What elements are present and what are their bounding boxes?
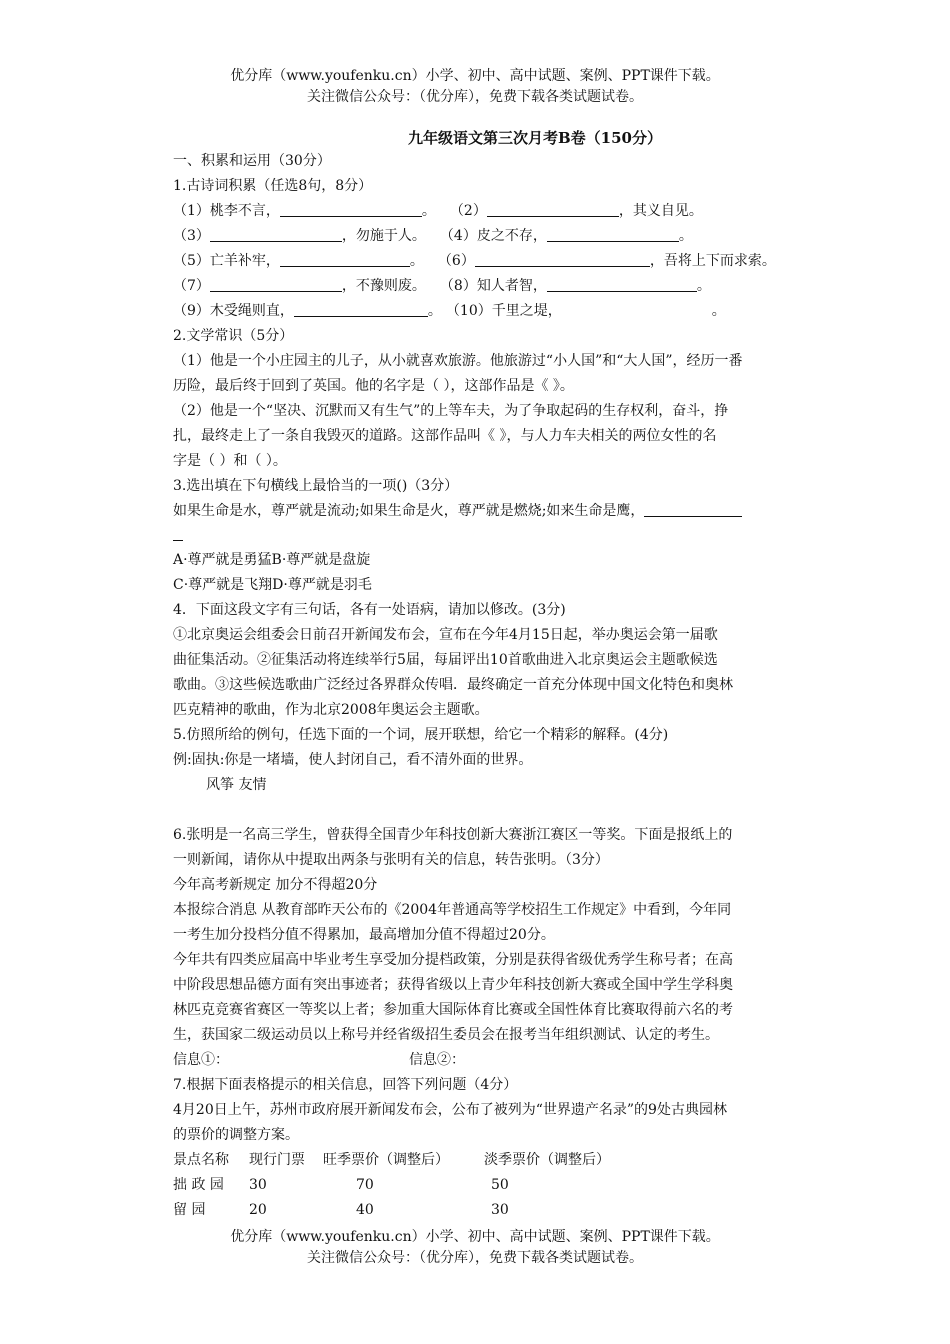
- q1-p6-end: ，吾将上下而求索。: [649, 253, 776, 269]
- q1-p4-end: 。: [678, 228, 693, 244]
- table-cell: 留 园: [173, 1202, 206, 1218]
- footer-line-1: 优分库（www.youfenku.cn）小学、初中、高中试题、案例、PPT课件下载。: [230, 1229, 720, 1245]
- answer-blank[interactable]: [487, 202, 619, 217]
- q1-p10-end: 。: [711, 303, 726, 319]
- q2-line: 字是（ ）和（ ）。: [173, 453, 287, 469]
- news-line: 林匹克竞赛省赛区一等奖以上者；参加重大国际体育比赛或全国性体育比赛取得前六名的考: [173, 1002, 733, 1018]
- q1-p7-end: ，不豫则废。: [341, 278, 426, 294]
- q4-line: 曲征集活动。②征集活动将连续举行5届，每届评出10首歌曲进入北京奥运会主题歌候选: [173, 652, 718, 668]
- q1-p6: （6）: [437, 253, 475, 269]
- answer-blank[interactable]: [280, 202, 422, 217]
- q1-row-3: [173, 251, 776, 271]
- news-title: 今年高考新规定 加分不得超20分: [173, 877, 378, 893]
- news-line: 一考生加分投档分值不得累加，最高增加分值不得超过20分。: [173, 927, 555, 943]
- table-header-cell: 淡季票价（调整后）: [484, 1152, 610, 1168]
- news-line: 生，获国家二级运动员以上称号并经省级招生委员会在报考当年组织测试、认定的考生。: [173, 1027, 719, 1043]
- q1-p9: （9）木受绳则直，: [173, 303, 294, 319]
- table-cell: 30: [249, 1177, 267, 1193]
- q1-p8-end: 。: [696, 278, 711, 294]
- q1-p2-end: ，其义自见。: [618, 203, 703, 219]
- header-line-1: 优分库（www.youfenku.cn）小学、初中、高中试题、案例、PPT课件下载。: [230, 68, 720, 84]
- table-cell: 70: [356, 1177, 374, 1193]
- q1-row-2: [173, 226, 693, 246]
- blank-continuation: [173, 540, 183, 541]
- q1-row-1: [173, 201, 703, 221]
- page-title: 九年级语文第三次月考B卷（150分）: [408, 129, 662, 147]
- news-line: 本报综合消息 从教育部昨天公布的《2004年普通高等学校招生工作规定》中看到，今年同: [173, 902, 732, 918]
- q1-p3: （3）: [173, 228, 210, 244]
- q1-p8: （8）知人者智，: [439, 278, 547, 294]
- q7-line: 的票价的调整方案。: [173, 1127, 299, 1143]
- q5-heading: 5.仿照所给的例句，任选下面的一个词，展开联想，给它一个精彩的解释。(4分): [173, 727, 669, 743]
- q2-line: 扎，最终走上了一条自我毁灭的道路。这部作品叫《 》，与人力车夫相关的两位女性的名: [173, 428, 717, 444]
- news-line: 今年共有四类应届高中毕业考生享受加分提档政策，分别是获得省级优秀学生称号者；在高: [173, 952, 733, 968]
- q1-row-5: [173, 301, 726, 321]
- q4-line: ①北京奥运会组委会日前召开新闻发布会，宣布在今年4月15日起，举办奥运会第一届歌: [173, 627, 718, 643]
- q3-stem-text: 如果生命是水，尊严就是流动;如果生命是火，尊严就是燃烧;如来生命是鹰，: [173, 503, 645, 519]
- q4-line: 歌曲。③这些候选歌曲广泛经过各界群众传唱．最终确定一首充分体现中国文化特色和奥林: [173, 677, 733, 693]
- q1-p1: （1）桃李不言，: [173, 203, 280, 219]
- q4-line: 匹克精神的歌曲，作为北京2008年奥运会主题歌。: [173, 702, 489, 718]
- q1-p5-end: 。: [409, 253, 424, 269]
- q1-p9-end: 。: [427, 303, 442, 319]
- q6-line: 6.张明是一名高三学生，曾获得全国青少年科技创新大赛浙江赛区一等奖。下面是报纸上的: [173, 827, 733, 843]
- q2-line: 历险，最后终于回到了英国。他的名字是（ ），这部作品是《 》。: [173, 378, 574, 394]
- q2-line: （1）他是一个小庄园主的儿子，从小就喜欢旅游。他旅游过“小人国”和“大人国”，经历一番: [173, 353, 743, 369]
- q1-row-4: [173, 276, 711, 296]
- q2-heading: 2.文学常识（5分）: [173, 328, 294, 344]
- q1-heading: 1.古诗词积累（任选8句，8分）: [173, 178, 373, 194]
- q3-heading: 3.选出填在下句横线上最恰当的一项()（3分）: [173, 478, 459, 494]
- q1-p1-end: 。: [421, 203, 436, 219]
- table-cell: 50: [491, 1177, 509, 1193]
- answer-blank[interactable]: [210, 277, 342, 292]
- q3-options-1: A·尊严就是勇猛B·尊严就是盘旋: [173, 552, 371, 568]
- q2-line: （2）他是一个“坚决、沉默而又有生气”的上等车夫，为了争取起码的生存权利，奋斗，挣: [173, 403, 729, 419]
- section-heading: 一、积累和运用（30分）: [173, 153, 331, 169]
- answer-blank[interactable]: [547, 227, 679, 242]
- q1-p4: （4）皮之不存，: [439, 228, 547, 244]
- table-header-cell: 现行门票: [249, 1152, 305, 1168]
- news-line: 中阶段思想品德方面有突出事迹者；获得省级以上青少年科技创新大赛或全国中学生学科奥: [173, 977, 733, 993]
- table-cell: 拙 政 园: [173, 1177, 224, 1193]
- table-header-cell: 景点名称: [173, 1152, 229, 1168]
- q7-line: 4月20日上午，苏州市政府展开新闻发布会，公布了被列为“世界遗产名录”的9处古典园林: [173, 1102, 727, 1118]
- answer-blank[interactable]: [210, 227, 342, 242]
- q5-words: 风筝 友情: [206, 777, 267, 793]
- table-cell: 30: [491, 1202, 509, 1218]
- q3-stem: [173, 501, 742, 521]
- q1-p5: （5）亡羊补牢，: [173, 253, 280, 269]
- info-1-label: 信息①：: [173, 1052, 229, 1068]
- q3-options-2: C·尊严就是飞翔D·尊严就是羽毛: [173, 577, 372, 593]
- answer-blank[interactable]: [294, 302, 428, 317]
- q1-p7: （7）: [173, 278, 210, 294]
- table-header-cell: 旺季票价（调整后）: [323, 1152, 449, 1168]
- q4-heading: 4．下面这段文字有三句话，各有一处语病，请加以修改。(3分): [173, 602, 566, 618]
- info-2-label: 信息②：: [409, 1052, 465, 1068]
- answer-blank[interactable]: [547, 277, 697, 292]
- footer-line-2: 关注微信公众号：（优分库），免费下载各类试题试卷。: [307, 1250, 643, 1266]
- q5-example: 例:固执:你是一堵墙，使人封闭自己，看不清外面的世界。: [173, 752, 533, 768]
- answer-blank[interactable]: [644, 502, 742, 517]
- q1-p10: （10）千里之堤，: [445, 303, 562, 319]
- header-line-2: 关注微信公众号：（优分库），免费下载各类试题试卷。: [307, 89, 643, 105]
- q1-p2: （2）: [449, 203, 487, 219]
- table-cell: 20: [249, 1202, 267, 1218]
- answer-blank[interactable]: [475, 252, 650, 267]
- table-cell: 40: [356, 1202, 374, 1218]
- q6-line: 一则新闻，请你从中提取出两条与张明有关的信息，转告张明。（3分）: [173, 852, 609, 868]
- q1-p3-end: ，勿施于人。: [341, 228, 426, 244]
- q7-heading: 7.根据下面表格提示的相关信息，回答下列问题（4分）: [173, 1077, 518, 1093]
- answer-blank[interactable]: [280, 252, 410, 267]
